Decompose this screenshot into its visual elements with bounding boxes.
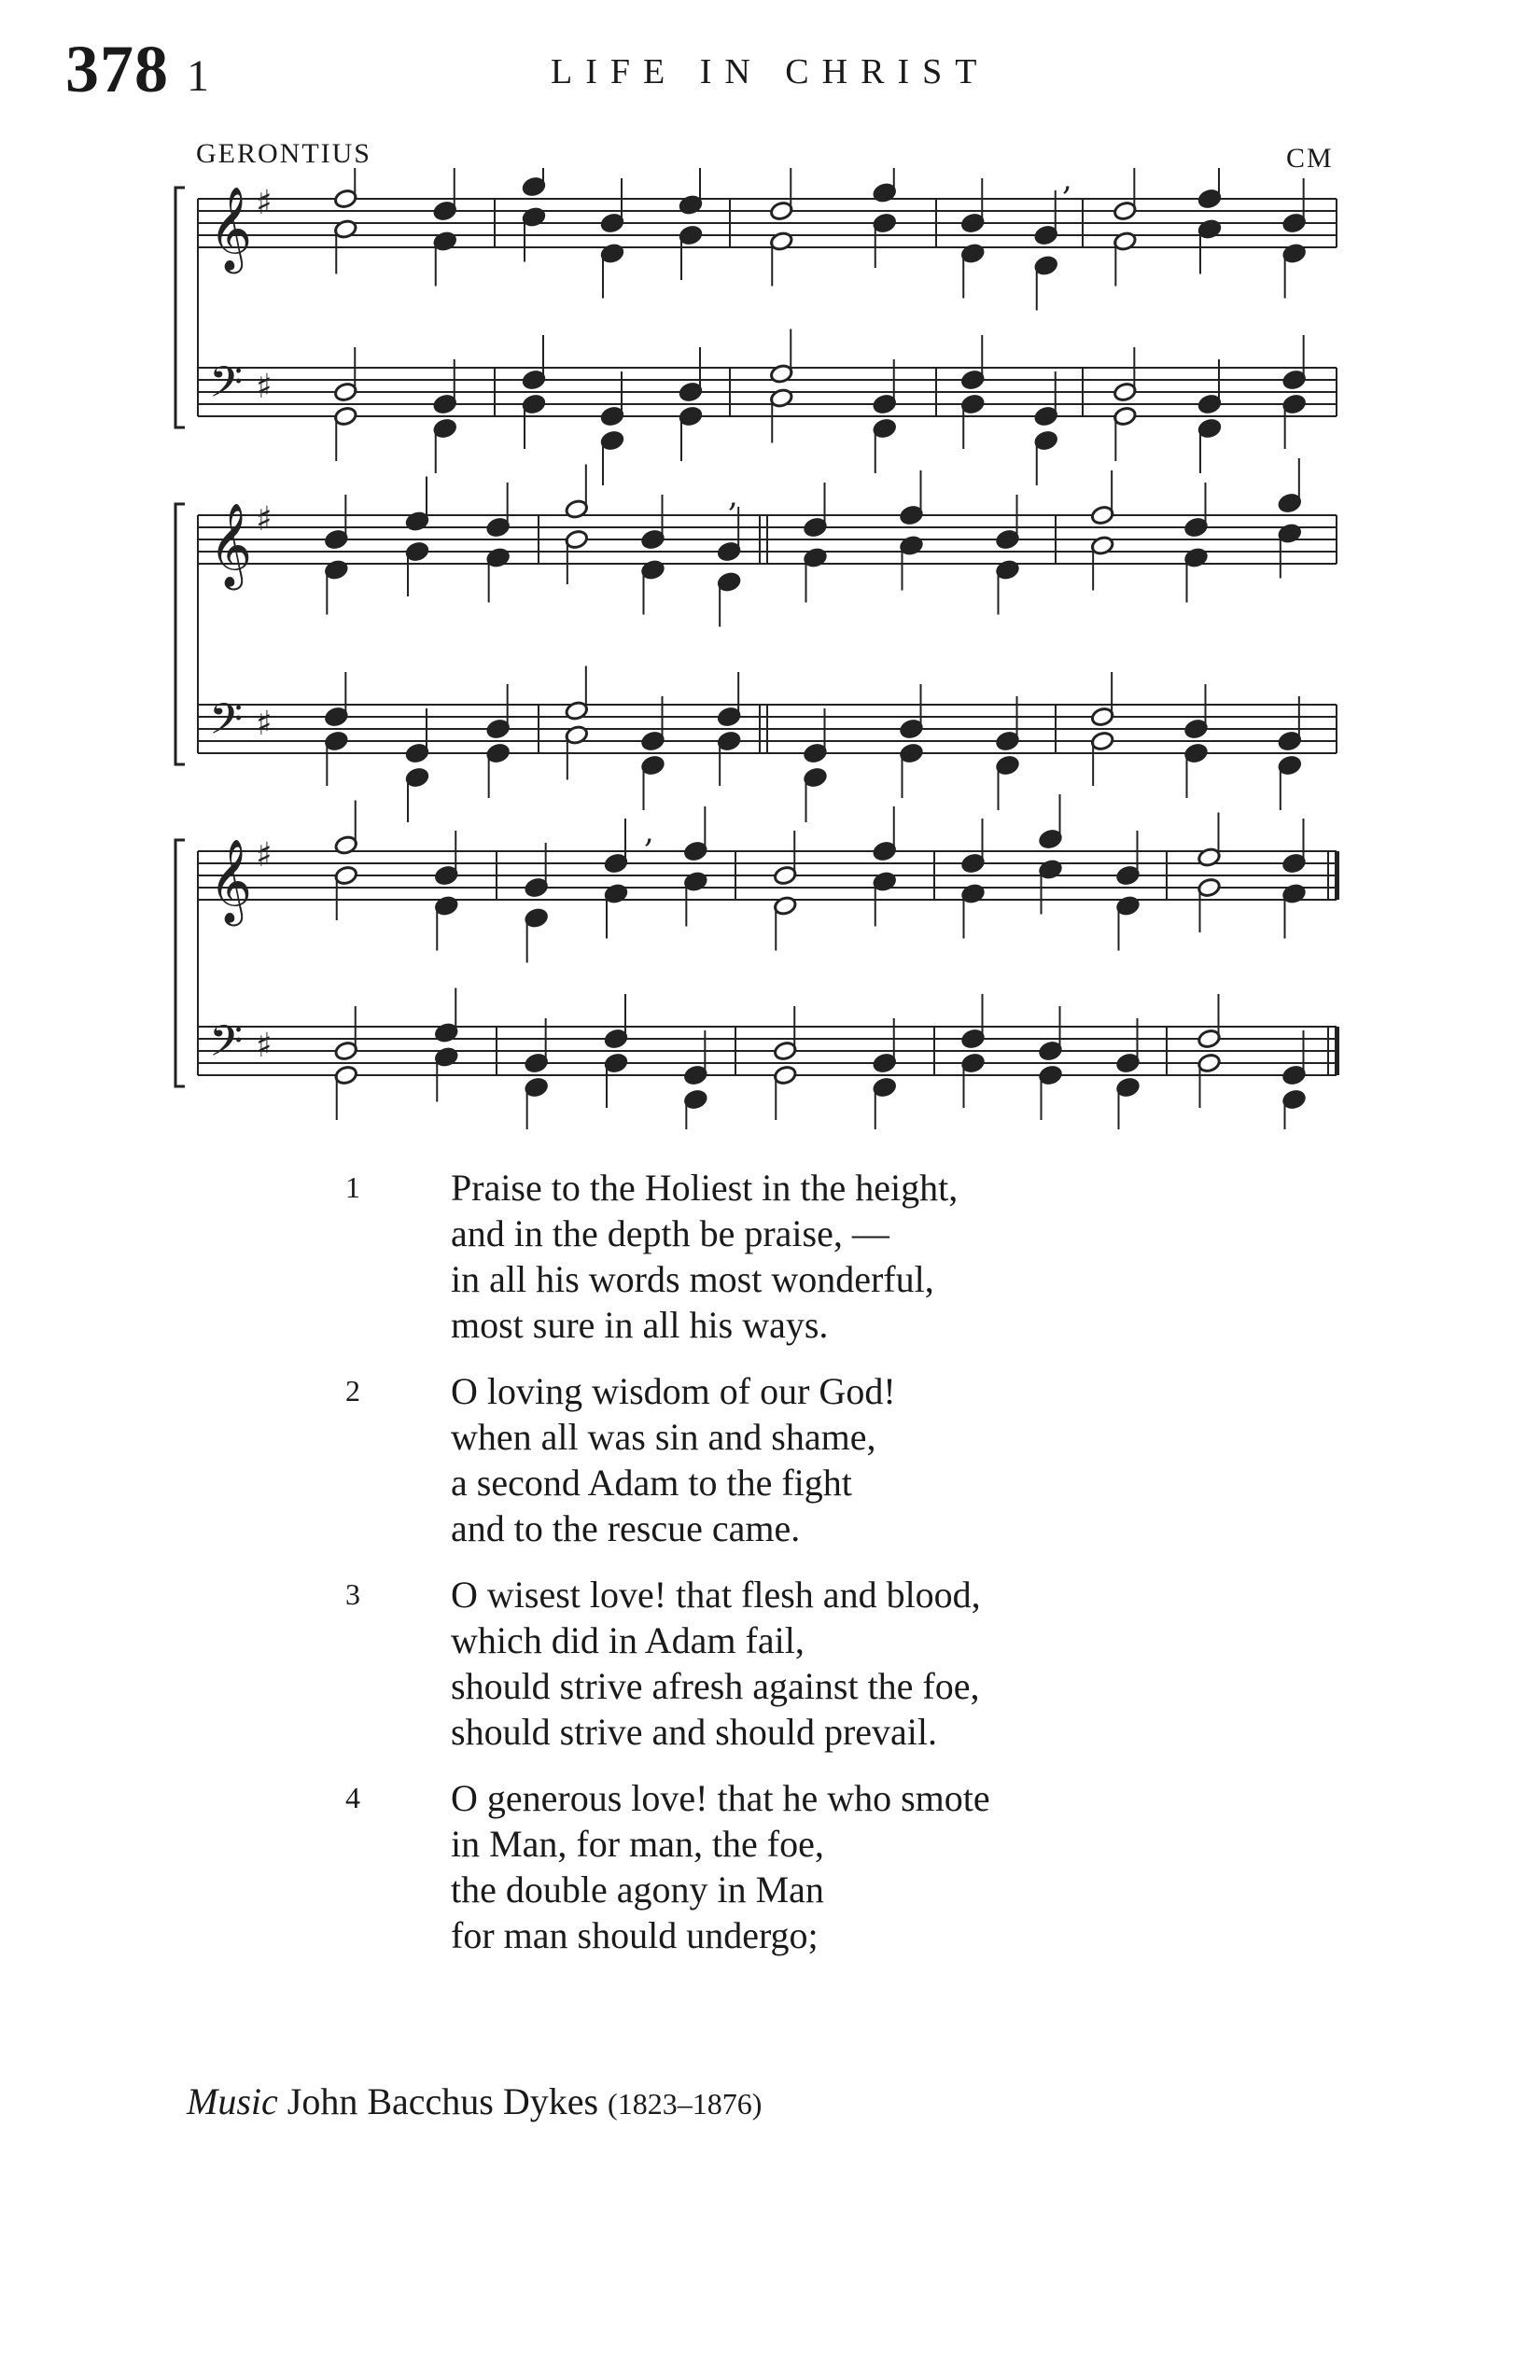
composer-name: John Bacchus Dykes bbox=[287, 2080, 599, 2122]
verse-number: 2 bbox=[345, 1374, 360, 1407]
treble-clef-icon: 𝄞 bbox=[209, 503, 253, 587]
verse-line: O wisest love! that flesh and blood, bbox=[451, 1574, 981, 1616]
hymn-number: 378 bbox=[65, 32, 169, 106]
breath-mark-icon: , bbox=[1062, 168, 1072, 198]
sharp-icon: ♯ bbox=[256, 500, 273, 539]
credit-label: Music bbox=[187, 2080, 278, 2122]
system-bracket bbox=[175, 188, 185, 427]
breath-mark-icon: , bbox=[728, 477, 738, 514]
verse-line: which did in Adam fail, bbox=[451, 1619, 805, 1661]
verse-line: O loving wisdom of our God! bbox=[451, 1370, 896, 1412]
music-score bbox=[0, 168, 1540, 1129]
bass-clef-icon: 𝄢 bbox=[209, 357, 244, 418]
sharp-icon: ♯ bbox=[256, 705, 273, 743]
system-bracket bbox=[175, 504, 185, 764]
verse-line: should strive afresh against the foe, bbox=[451, 1665, 980, 1707]
verse-line: should strive and should prevail. bbox=[451, 1711, 938, 1753]
treble-clef-icon: 𝄞 bbox=[209, 187, 253, 271]
bass-clef-icon: 𝄢 bbox=[209, 694, 244, 755]
section-title: LIFE IN CHRIST bbox=[551, 52, 990, 91]
treble-clef-icon: 𝄞 bbox=[209, 839, 253, 923]
verse-line: and to the rescue came. bbox=[451, 1507, 801, 1549]
verse-line: Praise to the Holiest in the height, bbox=[451, 1167, 959, 1209]
music-credit bbox=[187, 2079, 762, 2123]
verse-number: 3 bbox=[345, 1577, 360, 1611]
composer-years: (1823–1876) bbox=[608, 2087, 763, 2121]
verse-line: most sure in all his ways. bbox=[451, 1304, 829, 1346]
sharp-icon: ♯ bbox=[256, 1027, 273, 1065]
final-bar-line bbox=[1335, 851, 1339, 900]
bass-clef-icon: 𝄢 bbox=[209, 1016, 244, 1077]
verse-line: for man should undergo; bbox=[451, 1914, 819, 1956]
breath-mark-icon: , bbox=[644, 813, 654, 850]
hymn-part: 1 bbox=[187, 51, 209, 101]
verse-line: a second Adam to the fight bbox=[451, 1462, 852, 1504]
system-bracket bbox=[175, 840, 185, 1086]
verse-line: in all his words most wonderful, bbox=[451, 1258, 934, 1300]
verse-number: 4 bbox=[345, 1781, 360, 1814]
final-bar-line bbox=[1335, 1027, 1339, 1075]
verse-number: 1 bbox=[345, 1170, 360, 1204]
verse-line: the double agony in Man bbox=[451, 1869, 824, 1911]
meter-label: CM bbox=[1286, 143, 1334, 174]
verse-line: O generous love! that he who smote bbox=[451, 1777, 990, 1819]
tune-name: GERONTIUS bbox=[196, 138, 371, 169]
sharp-icon: ♯ bbox=[256, 184, 273, 222]
verse-line: and in the depth be praise, — bbox=[451, 1212, 889, 1254]
verse-line: when all was sin and shame, bbox=[451, 1416, 876, 1458]
sharp-icon: ♯ bbox=[256, 368, 273, 406]
verse-line: in Man, for man, the foe, bbox=[451, 1823, 824, 1865]
sharp-icon: ♯ bbox=[256, 836, 273, 875]
